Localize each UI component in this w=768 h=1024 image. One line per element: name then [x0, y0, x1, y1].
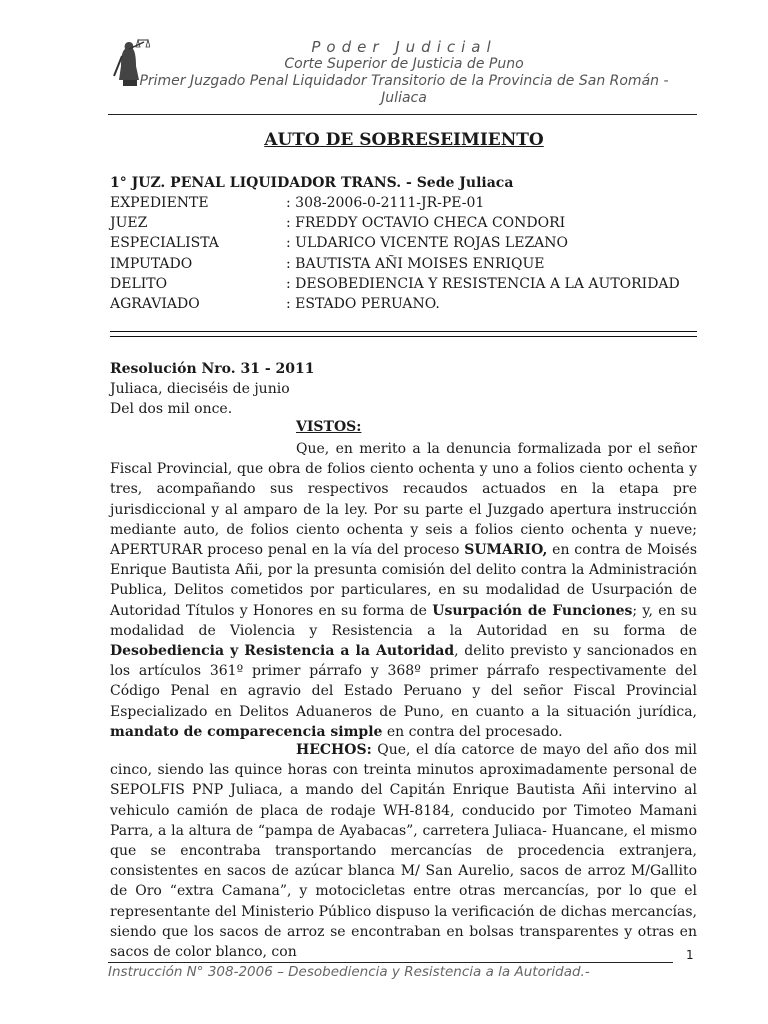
case-info-label: EXPEDIENTE — [110, 195, 209, 211]
resolution-block — [110, 359, 315, 419]
case-info-row — [110, 193, 680, 213]
institution-name: Poder Judicial — [311, 38, 497, 56]
case-info-value: : 308-2006-0-2111-JR-PE-01 — [286, 195, 485, 211]
resolution-place-date: Juliaca, dieciséis de junio — [110, 381, 290, 397]
case-info-label: JUEZ — [110, 215, 148, 232]
footer-divider — [108, 962, 673, 963]
vistos-paragraph: Que, en merito a la denuncia formalizada por el señor Fiscal Provincial, que obra de folios ciento ochenta y uno a folios ciento ochenta y tres, acompañando sus respectivos recaudos actuados en la etapa pre jurisdiccional y al amparo de la ley. Por su parte el Juzgado apertura instrucción mediante auto, de folios ciento ochenta y seis a folios ciento ochenta y nueve; APERTURAR proceso penal en la vía del proceso SUMARIO, en contra de Moisés Enrique Bautista Añi, por la presunta comisión del delito contra la Administración Publica, Delitos cometidos por particulares, en su modalidad de Usurpación de Autoridad Títulos y Honores en su forma de Usurpación de Funciones; y, en su modalidad de Violencia y Resistencia a la Autoridad en su forma de Desobediencia y Resistencia a la Autoridad, delito previsto y sancionados en los artículos 361º primer párrafo y 368º primer párrafo respectivamente del Código Penal en agravio del Estado Peruano y del señor Fiscal Provincial Especializado en Delitos Aduaneros de Puno, en cuanto a la situación jurídica, mandato de comparecencia simple en contra del procesado. — [110, 441, 697, 740]
header-divider — [108, 114, 697, 115]
case-info-value: : ULDARICO VICENTE ROJAS LEZANO — [286, 235, 569, 252]
court-identifier: 1° JUZ. PENAL LIQUIDADOR TRANS. - Sede Juliaca — [110, 175, 514, 191]
section-divider — [110, 336, 697, 337]
case-info-row — [110, 274, 680, 294]
resolution-year: Del dos mil once. — [110, 401, 233, 417]
case-info-value: : DESOBEDIENCIA Y RESISTENCIA A LA AUTORIDAD — [286, 275, 680, 292]
case-info-label: DELITO — [110, 275, 168, 292]
case-info-row — [110, 233, 680, 253]
court-name-line1: Primer Juzgado Penal Liquidador Transitorio de la Provincia de San Román - — [139, 73, 669, 89]
case-info-table — [110, 193, 680, 314]
case-info-label: AGRAVIADO — [110, 295, 200, 312]
case-info-label: IMPUTADO — [110, 255, 193, 272]
superior-court-name: Corte Superior de Justicia de Puno — [284, 56, 524, 72]
document-title: AUTO DE SOBRESEIMIENTO — [264, 130, 544, 150]
section-divider — [110, 331, 697, 332]
case-info-value: : ESTADO PERUANO. — [286, 295, 440, 312]
hechos-paragraph: HECHOS: Que, el día catorce de mayo del año dos mil cinco, siendo las quince horas con treinta minutos aproximadamente personal de SEPOLFIS PNP Juliaca, a mando del Capitán Enrique Bautista Añi intervino al vehiculo camión de placa de rodaje WH-8184, conducido por Timoteo Mamani Parra, a la altura de “pampa de Ayabacas”, carretera Juliaca- Huancane, el mismo que se encontraba transportando mercancías de procedencia extranjera, consistentes en sacos de azúcar blanca M/ San Aurelio, sacos de arroz M/Gallito de Oro “extra Camana”, y motocicletas entre otras mercancías, por lo que el representante del Ministerio Público dispuso la verificación de dichas mercancías, siendo que los sacos de arroz se encontraban en bolsas transparentes y otras en sacos de color blanco, con — [110, 742, 697, 961]
case-info-row — [110, 294, 680, 314]
resolution-number: Resolución Nro. 31 - 2011 — [110, 361, 315, 377]
court-name-line2: Juliaca — [381, 90, 427, 106]
hechos-heading: HECHOS: — [296, 742, 372, 758]
case-info-value: : BAUTISTA AÑI MOISES ENRIQUE — [286, 255, 545, 272]
case-info-row — [110, 213, 680, 233]
document-header — [104, 38, 704, 107]
vistos-heading: VISTOS: — [296, 419, 362, 435]
document-footer: Instrucción N° 308-2006 – Desobediencia y Resistencia a la Autoridad.- — [108, 964, 590, 980]
case-info-value: : FREDDY OCTAVIO CHECA CONDORI — [286, 215, 566, 232]
page-number: 1 — [686, 948, 694, 962]
case-info-row — [110, 254, 680, 274]
case-info-label: ESPECIALISTA — [110, 235, 219, 252]
